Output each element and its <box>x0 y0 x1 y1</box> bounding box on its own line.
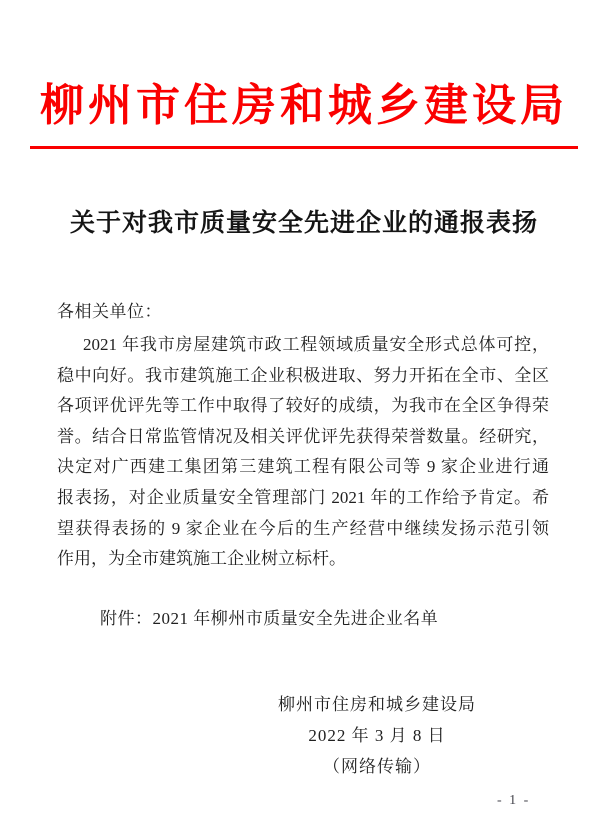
red-divider-line <box>30 146 578 149</box>
signature-date: 2022 年 3 月 8 日 <box>308 725 446 745</box>
signature-block <box>200 690 554 782</box>
body-line: 决定对广西建工集团第三建筑工程有限公司等 9 家企业进行通 <box>57 457 549 477</box>
signature-agency: 柳州市住房和城乡建设局 <box>278 695 476 714</box>
document-title: 关于对我市质量安全先进企业的通报表扬 <box>69 210 538 237</box>
page-number: - 1 - <box>497 793 531 808</box>
body-line: 望获得表扬的 9 家企业在今后的生产经营中继续发扬示范引领 <box>57 518 549 538</box>
body-line: 誉。结合日常监管情况及相关评优评先获得荣誉数量。经研究， <box>57 426 549 446</box>
body-line: 稳中向好。我市建筑施工企业积极进取、努力开拓在全市、全区 <box>57 365 549 385</box>
attachment-line: 附件：2021 年柳州市质量安全先进企业名单 <box>100 609 439 628</box>
salutation: 各相关单位： <box>57 302 162 321</box>
transmission-note: （网络传输） <box>323 756 431 776</box>
agency-header-title: 柳州市住房和城乡建设局 <box>40 81 568 130</box>
body-line: 报表扬，对企业质量安全管理部门 2021 年的工作给予肯定。希 <box>57 487 549 507</box>
body-paragraph <box>57 330 549 575</box>
body-line: 2021 年我市房屋建筑市政工程领域质量安全形式总体可控， <box>83 335 549 354</box>
body-line: 作用，为全市建筑施工企业树立标杆。 <box>57 549 346 569</box>
body-line: 各项评优评先等工作中取得了较好的成绩，为我市在全区争得荣 <box>57 396 549 416</box>
